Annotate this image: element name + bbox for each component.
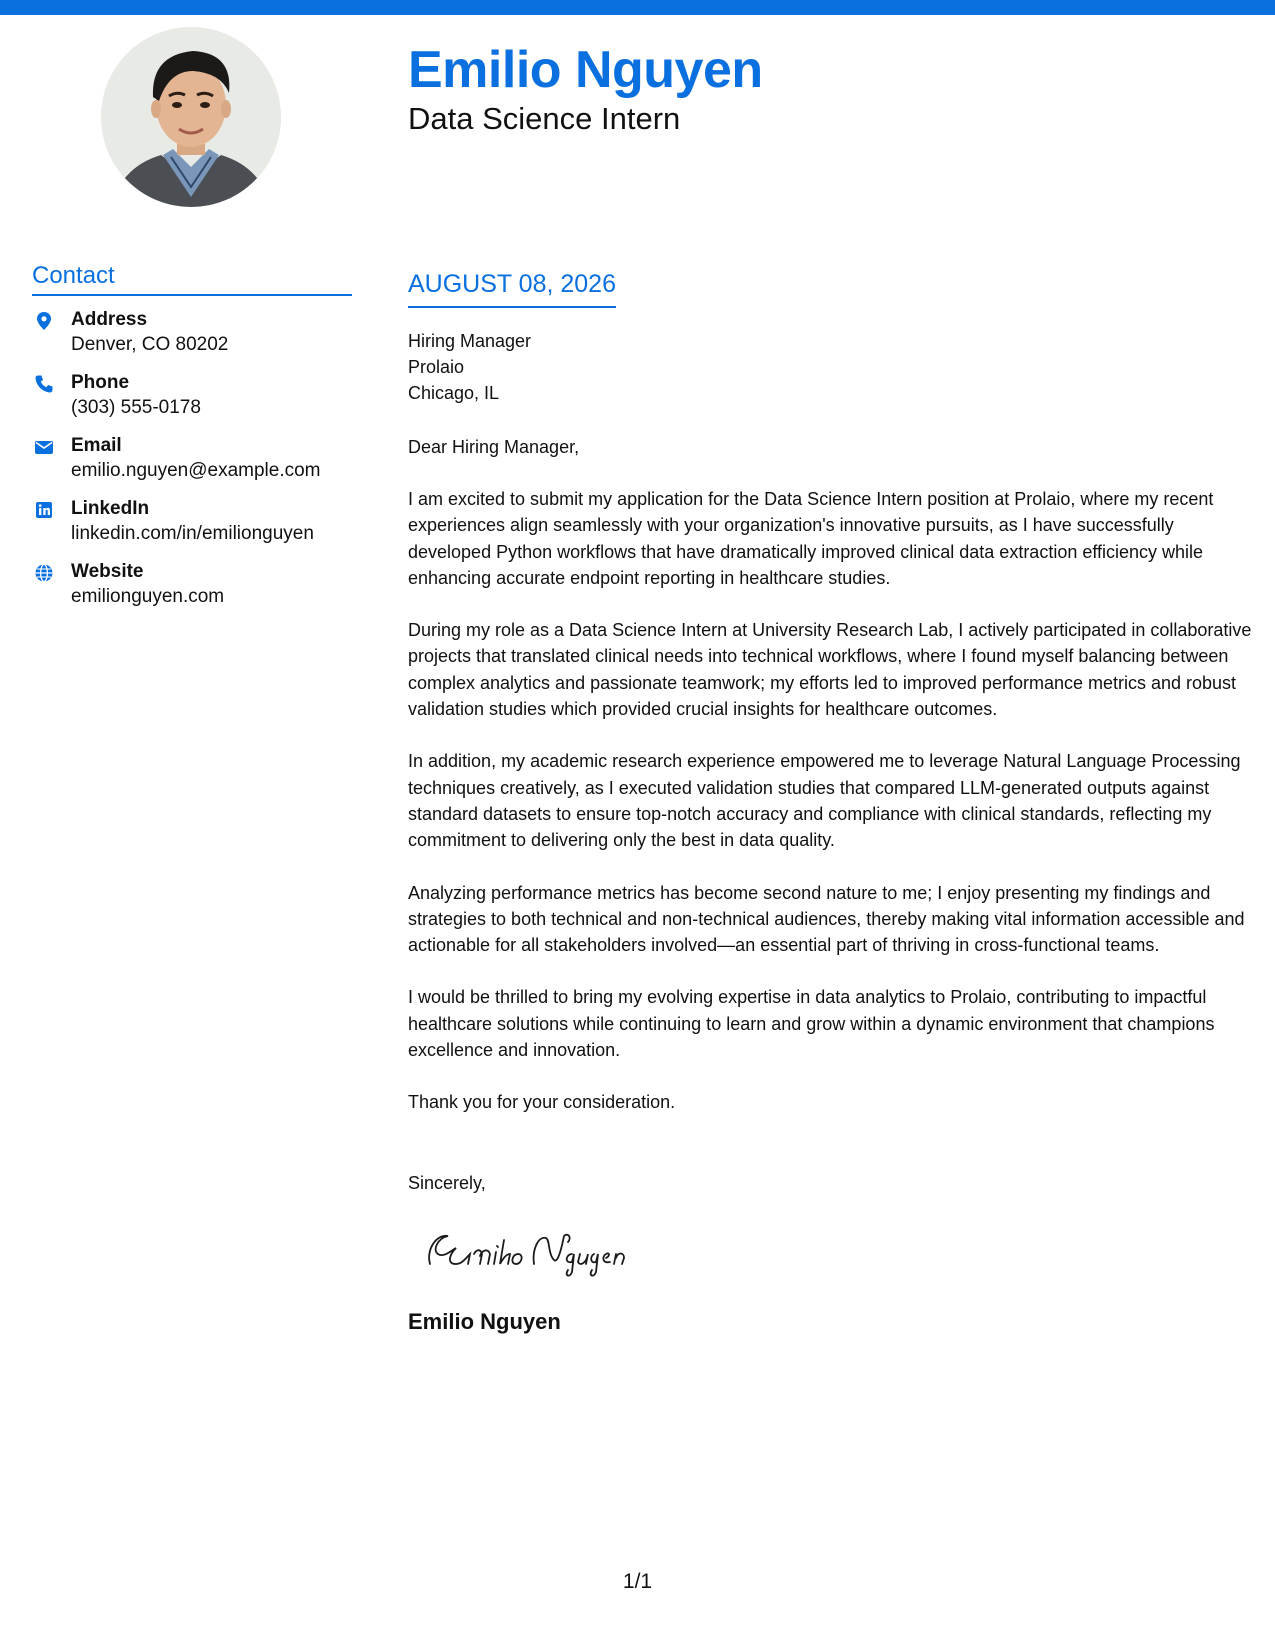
letter-paragraph: Thank you for your consideration.	[408, 1092, 676, 1113]
recipient-block	[408, 328, 1253, 406]
letter-paragraph: Analyzing performance metrics has become second nature to me; I enjoy presenting my findings and strategies to both technical and non-technical audiences, thereby making vital information accessible and actionable for all stakeholders involved—an essential part of thriving in cross-functional teams.	[408, 882, 1245, 956]
contact-website	[32, 560, 352, 623]
contact-label: Email	[71, 435, 122, 456]
contact-section-title: Contact	[32, 262, 352, 296]
letter-paragraph: In addition, my academic research experience empowered me to leverage Natural Language Processing techniques creatively, as I executed validation studies that compared LLM-generated outputs against standard datasets to ensure top-notch accuracy and compliance with clinical standards, reflecting my commitment to delivering only the best in data quality.	[408, 751, 1241, 851]
letter-paragraph: I am excited to submit my application for the Data Science Intern position at Prolaio, where my recent experiences align seamlessly with your organization's innovative pursuits, as I have successfully developed Python workflows that have dramatically improved clinical data extraction efficiency while enhancing accurate endpoint reporting in healthcare studies.	[408, 489, 1214, 588]
contact-value: (303) 555-0178	[71, 397, 201, 418]
letter-date: AUGUST 08, 2026	[408, 262, 616, 308]
linkedin-icon	[34, 500, 54, 520]
phone-icon	[34, 374, 54, 394]
applicant-name: Emilio Nguyen	[408, 41, 763, 99]
contact-email	[32, 434, 352, 497]
recipient-line: Chicago, IL	[408, 383, 500, 403]
contact-sidebar	[32, 262, 352, 623]
page-number: 1/1	[622, 1570, 653, 1593]
signed-name: Emilio Nguyen	[408, 1308, 561, 1334]
closing: Sincerely,	[408, 1172, 486, 1193]
handwritten-signature	[422, 1220, 662, 1280]
contact-address	[32, 308, 352, 371]
contact-value: emilio.nguyen@example.com	[71, 460, 321, 481]
letter-body	[408, 262, 1253, 1335]
recipient-line: Prolaio	[408, 357, 465, 377]
contact-phone	[32, 371, 352, 434]
portrait-illustration	[101, 27, 281, 207]
profile-photo	[101, 27, 281, 207]
contact-label: LinkedIn	[71, 498, 150, 519]
email-icon	[34, 437, 54, 457]
contact-value: Denver, CO 80202	[71, 334, 229, 355]
contact-linkedin	[32, 497, 352, 560]
contact-value: emilionguyen.com	[71, 586, 225, 607]
letter-paragraph: During my role as a Data Science Intern at University Research Lab, I actively participated in collaborative projects that translated clinical needs into technical workflows, where I found myself balancing between complex analytics and passionate teamwork; my efforts led to improved performance metrics and robust validation studies which provided crucial insights for healthcare outcomes.	[408, 620, 1252, 720]
applicant-role: Data Science Intern	[408, 101, 681, 136]
contact-value: linkedin.com/in/emilionguyen	[71, 523, 314, 544]
globe-icon	[34, 563, 54, 583]
letter-paragraph: I would be thrilled to bring my evolving expertise in data analytics to Prolaio, contributing to impactful healthcare solutions while continuing to learn and grow within a dynamic environment that champions excellence and innovation.	[408, 987, 1215, 1061]
contact-label: Address	[71, 309, 148, 330]
contact-label: Website	[71, 561, 144, 582]
location-pin-icon	[34, 311, 54, 331]
top-accent-bar	[0, 0, 1275, 15]
salutation: Dear Hiring Manager,	[408, 437, 580, 457]
recipient-line: Hiring Manager	[408, 331, 532, 351]
contact-label: Phone	[71, 372, 130, 393]
